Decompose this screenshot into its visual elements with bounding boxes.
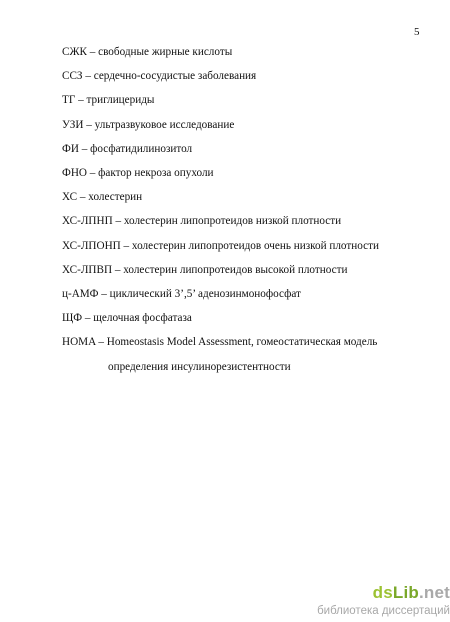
dslib-watermark [276,583,450,622]
abbreviation-item-continuation: определения инсулинорезистентности [108,360,291,373]
abbreviation-list [62,40,382,379]
logo-dot-text: . [418,583,424,602]
logo-lib-text: Lib [392,583,419,602]
abbreviation-item: ФНО – фактор некроза опухоли [62,167,214,180]
abbreviation-item: ХС-ЛПВП – холестерин липопротеидов высокой плотности [62,263,348,276]
abbreviation-item: ФИ – фосфатидилинозитол [62,142,193,155]
abbreviation-item: ц-АМФ – циклический 3’,5’ аденозинмонофосфат [62,288,301,301]
abbreviation-item: УЗИ – ультразвуковое исследование [62,118,235,131]
abbreviation-item: ХС-ЛПОНП – холестерин липопротеидов очень низкой плотности [62,239,379,252]
abbreviation-item: HOMA – Homeostasis Model Assessment, гомеостатическая модель [62,336,378,349]
page-number: 5 [414,26,420,38]
abbreviation-item: ЩФ – щелочная фосфатаза [62,312,192,325]
abbreviation-item: ХС – холестерин [62,191,143,204]
watermark-tagline: библиотека диссертаций [317,605,450,617]
abbreviation-item: ССЗ – сердечно-сосудистые заболевания [62,70,257,83]
dslib-logo [276,583,450,603]
abbreviation-item: ХС-ЛПНП – холестерин липопротеидов низкой плотности [62,215,342,228]
logo-net-text: net [423,583,450,602]
abbreviation-item: СЖК – свободные жирные кислоты [62,46,233,58]
abbreviation-item: ТГ – триглицериды [62,94,155,107]
logo-ds-text: ds [372,583,393,602]
